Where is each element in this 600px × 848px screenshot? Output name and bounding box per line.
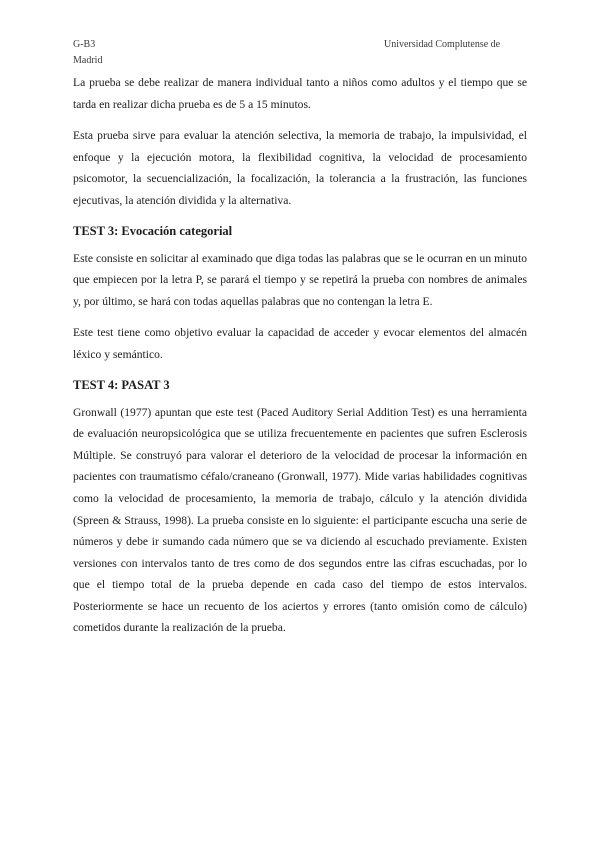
header-city: Madrid xyxy=(73,55,103,66)
paragraph-test-3-description: Este consiste en solicitar al examinado que diga todas las palabras que se le ocurran en un minuto que empiecen por la letra P, se parará el tiempo y se repetirá la prueba con nombres de animales y, por último, se hará con todas aquellas palabras que no contengan la letra E. xyxy=(73,251,527,308)
document-body xyxy=(73,72,527,649)
paragraph-test-duration: La prueba se debe realizar de manera individual tanto a niños como adultos y el tiempo que se tarda en realizar dicha prueba es de 5 a 15 minutos. xyxy=(73,76,527,111)
header-group-code: G-B3 xyxy=(73,39,96,50)
paragraph-test-4-description: Gronwall (1977) apuntan que este test (Paced Auditory Serial Addition Test) es una herramienta de evaluación neuropsicológica que se utiliza frecuentemente en pacientes que sufren Esclerosis Múltiple. Se construyó para valorar el deterioro de la velocidad de procesar la información en pacientes con traumatismo céfalo/craneano (Gronwall, 1977). Mide varias habilidades cognitivas como la velocidad de procesamiento, la memoria de trabajo, cálculo y la atención dividida (Spreen & Strauss, 1998). La prueba consiste en lo siguiente: el participante escucha una serie de números y debe ir sumando cada número que se va diciendo al escuchado previamente. Existen versiones con intervalos tanto de tres como de dos segundos entre las cifras escuchadas, por lo que el tiempo total de la prueba depende en cada caso del tiempo de estos intervalos. Posteriormente se hace un recuento de los aciertos y errores (tanto omisión como de cálculo) cometidos durante la realización de la prueba. xyxy=(73,405,527,635)
heading-test-3: TEST 3: Evocación categorial xyxy=(73,223,233,238)
header-left xyxy=(73,37,133,69)
header-university: Universidad Complutense de xyxy=(384,39,501,50)
paragraph-test-3-objective: Este test tiene como objetivo evaluar la capacidad de acceder y evocar elementos del almacén léxico y semántico. xyxy=(73,326,527,361)
heading-test-4: TEST 4: PASAT 3 xyxy=(73,377,170,392)
paragraph-test-purpose: Esta prueba sirve para evaluar la atención selectiva, la memoria de trabajo, la impulsividad, el enfoque y la ejecución motora, la flexibilidad cognitiva, la velocidad de procesamiento psicomotor, la secuencialización, la focalización, la tolerancia a la frustración, las funciones ejecutivas, la atención dividida y la alternativa. xyxy=(73,129,527,207)
